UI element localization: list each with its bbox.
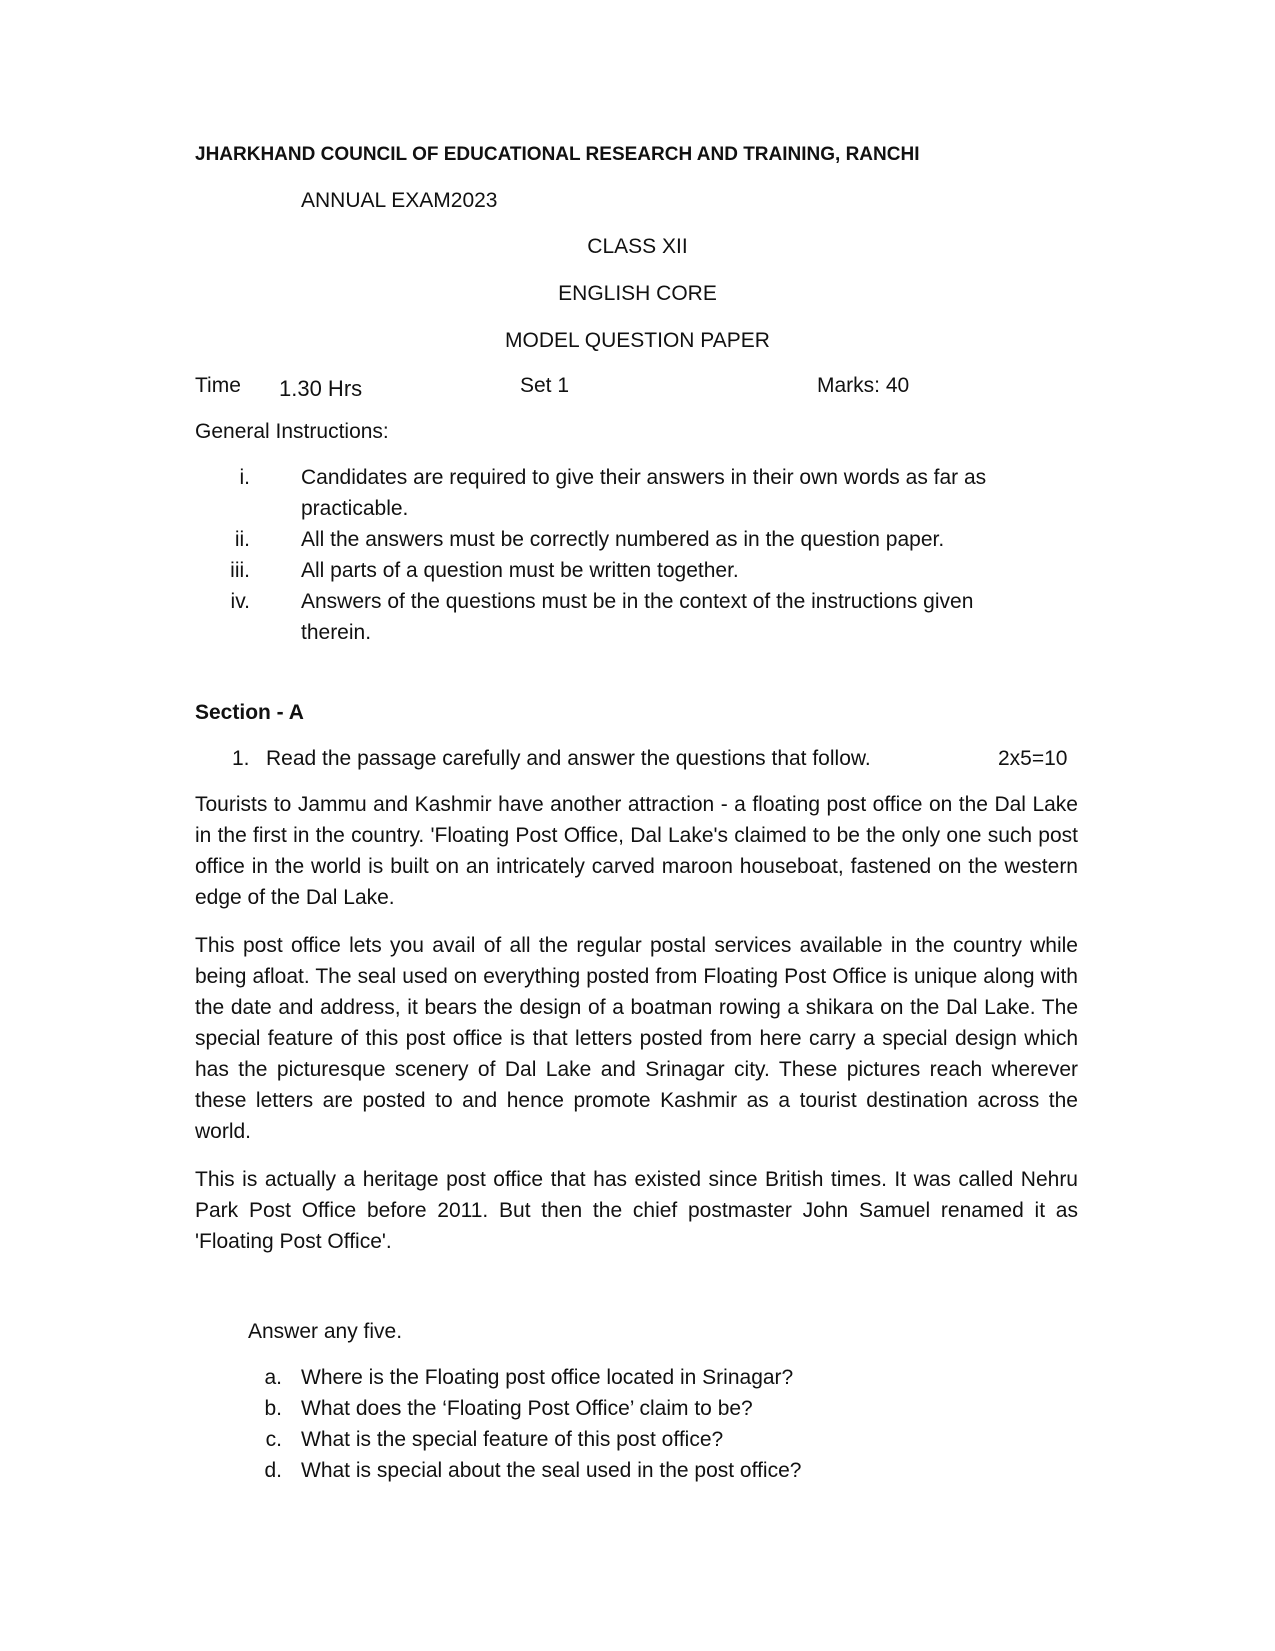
exam-name: ANNUAL EXAM2023 <box>301 189 498 212</box>
instruction-text: All parts of a question must be written together. <box>301 559 739 582</box>
instruction-text: Candidates are required to give their answers in their own words as far as practicable. <box>301 466 987 520</box>
sub-question-text: What does the ‘Floating Post Office’ claim to be? <box>301 1397 753 1420</box>
question-text: Read the passage carefully and answer the questions that follow. <box>266 747 871 770</box>
sub-question-text: Where is the Floating post office located in Srinagar? <box>301 1366 794 1389</box>
marks-label: Marks: 40 <box>817 374 910 397</box>
instructions-heading: General Instructions: <box>195 420 389 443</box>
time-label: Time <box>195 374 241 397</box>
section-heading: Section - A <box>195 701 304 724</box>
subject-label: ENGLISH CORE <box>558 282 717 305</box>
instruction-number: iv. <box>230 590 250 613</box>
sub-question-text: What is the special feature of this post office? <box>301 1428 724 1451</box>
sub-question-letter: a. <box>264 1366 282 1389</box>
sub-question-letter: c. <box>265 1428 282 1451</box>
instruction-number: iii. <box>230 559 250 582</box>
set-label: Set 1 <box>520 374 570 397</box>
paper-type-label: MODEL QUESTION PAPER <box>505 329 770 352</box>
passage-paragraph: Tourists to Jammu and Kashmir have another attraction - a floating post office on the Dal Lake in the first in the country. 'Floating Post Office, Dal Lake's claimed to be the only one such post office in the world is built on an intricately carved maroon houseboat, fastened on the western edge of the Dal Lake. <box>195 793 1078 909</box>
class-label: CLASS XII <box>587 235 688 258</box>
passage-paragraph: This is actually a heritage post office that has existed since British times. It was called Nehru Park Post Office before 2011. But then the chief postmaster John Samuel renamed it as 'Floating Post Office'. <box>195 1168 1078 1253</box>
question-marks: 2x5=10 <box>998 747 1068 770</box>
organization-title: JHARKHAND COUNCIL OF EDUCATIONAL RESEARCH AND TRAINING, RANCHI <box>195 144 920 165</box>
instruction-number: ii. <box>234 528 250 551</box>
instruction-text: All the answers must be correctly numbered as in the question paper. <box>301 528 945 551</box>
sub-question-letter: b. <box>264 1397 282 1420</box>
passage-paragraph: This post office lets you avail of all the regular postal services available in the country while being afloat. The seal used on everything posted from Floating Post Office is unique along with the date and address, it bears the design of a boatman rowing a shikara on the Dal Lake. The special feature of this post office is that letters posted from here carry a special design which has the picturesque scenery of Dal Lake and Srinagar city. These pictures reach wherever these letters are posted to and hence promote Kashmir as a tourist destination across the world. <box>195 934 1078 1143</box>
sub-question-letter: d. <box>264 1459 282 1482</box>
instruction-text: Answers of the questions must be in the context of the instructions given therein. <box>301 590 974 644</box>
instruction-number: i. <box>239 466 250 489</box>
answer-instruction: Answer any five. <box>248 1320 403 1343</box>
time-value: 1.30 Hrs <box>279 376 363 401</box>
sub-question-text: What is special about the seal used in the post office? <box>301 1459 802 1482</box>
question-number: 1. <box>232 747 250 770</box>
